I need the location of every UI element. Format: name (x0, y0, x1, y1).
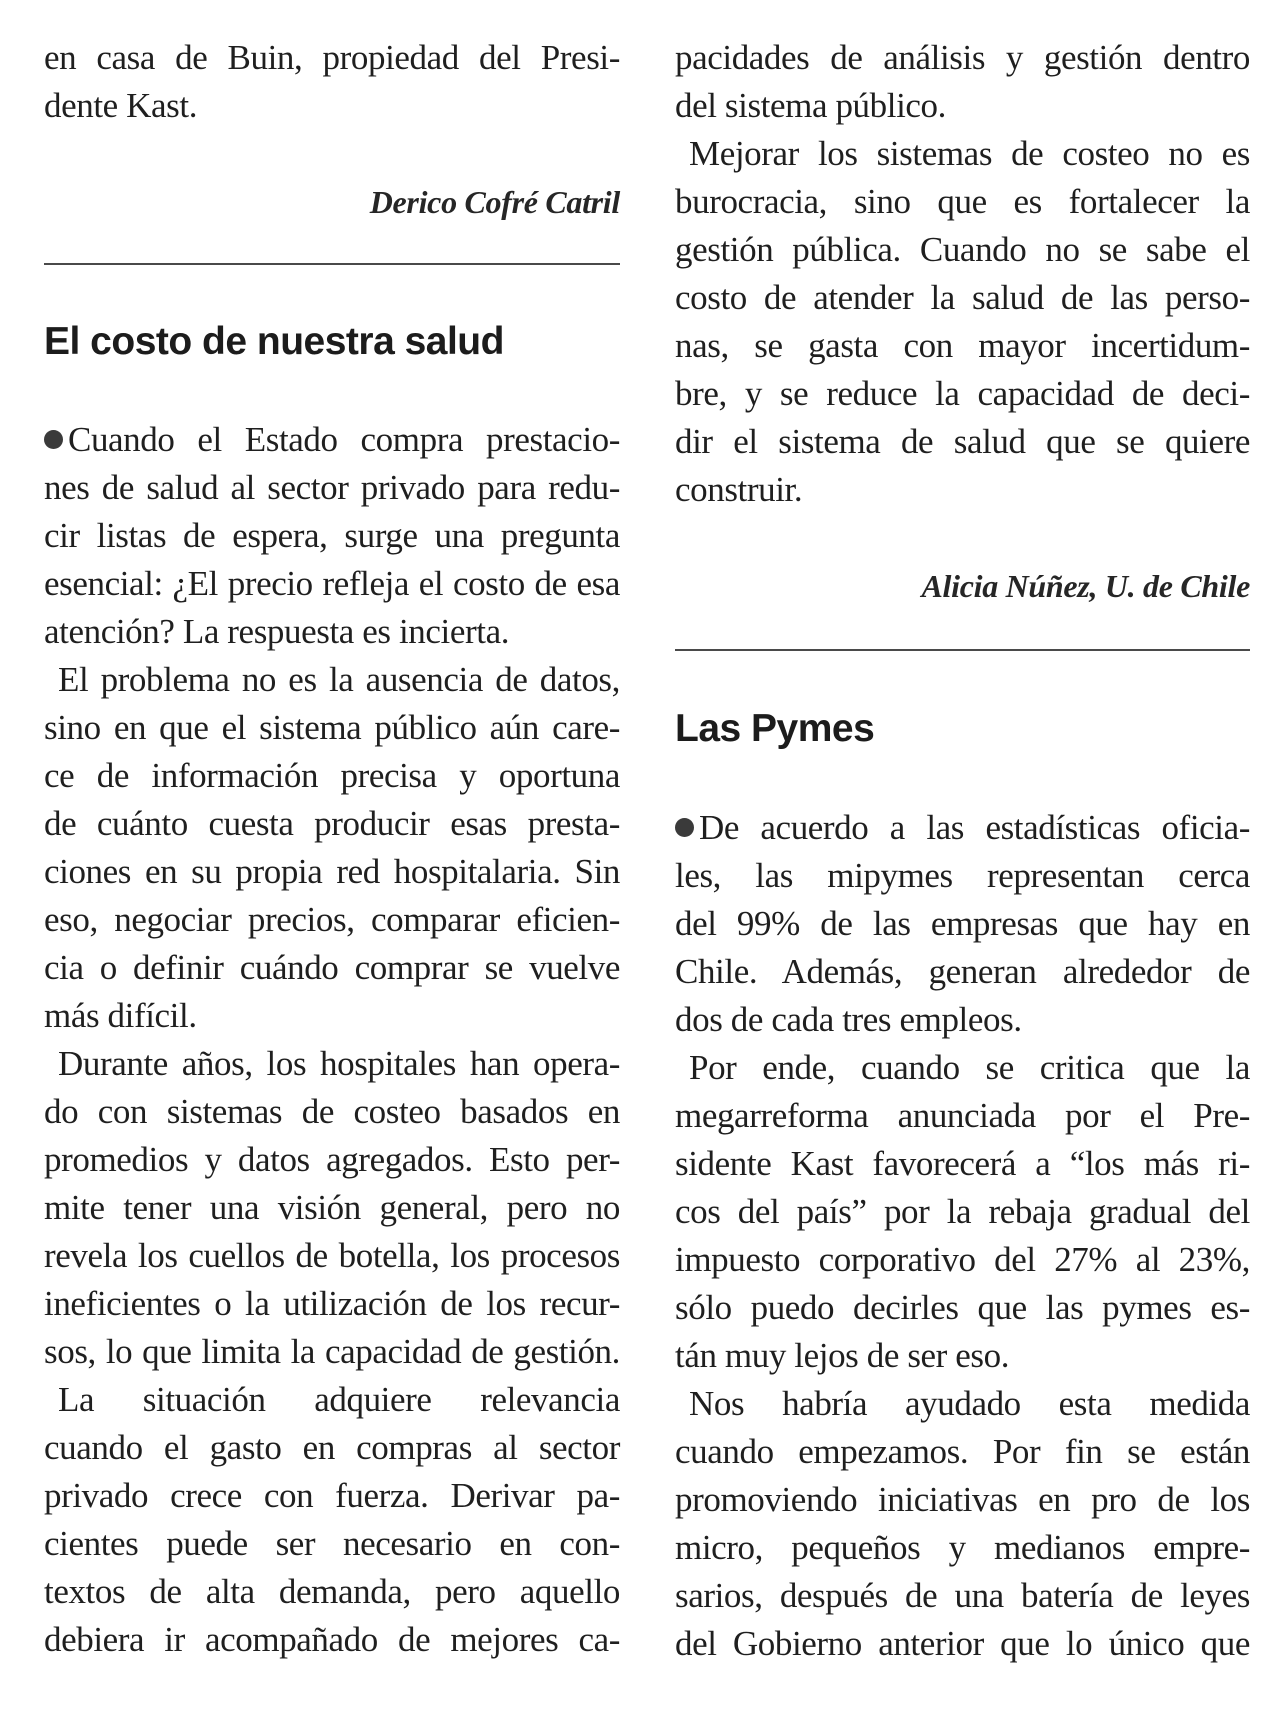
paragraph (675, 804, 1250, 1044)
text-line: cir listas de espera, surge una pregunta (44, 516, 620, 555)
text-line: nas, se gasta con mayor incertidum- (675, 326, 1250, 365)
text-line: privado crece con fuerza. Derivar pa- (44, 1476, 620, 1515)
text-line: megarreforma anunciada por el Pre- (675, 1096, 1250, 1135)
previous-letter-ending (44, 34, 620, 130)
text-line: tán muy lejos de ser eso. (675, 1336, 1010, 1375)
text-line: pacidades de análisis y gestión dentro (675, 38, 1250, 77)
text-line: promoviendo iniciativas en pro de los (675, 1480, 1250, 1519)
text-line: esencial: ¿El precio refleja el costo de esa (44, 564, 620, 603)
paragraph (675, 34, 1250, 130)
text-line: Mejorar los sistemas de costeo no es (689, 134, 1250, 173)
text-line: cuando el gasto en compras al sector (44, 1428, 620, 1467)
text-line: revela los cuellos de botella, los procesos (44, 1236, 620, 1275)
letter-headline: Las Pymes (675, 707, 875, 750)
text-line: Por ende, cuando se critica que la (689, 1048, 1250, 1087)
text-line: Chile. Además, generan alrededor de (675, 952, 1250, 991)
text-line: cos del país” por la rebaja gradual del (675, 1192, 1250, 1231)
text-line: costo de atender la salud de las perso- (675, 278, 1250, 317)
text-line: ce de información precisa y oportuna (44, 756, 620, 795)
text-line: Cuando el Estado compra prestacio- (44, 416, 620, 464)
text-line: sos, lo que limita la capacidad de gestión. (44, 1332, 620, 1371)
letter-signature: Derico Cofré Catril (369, 184, 620, 220)
text-line: ineficientes o la utilización de los recur- (44, 1284, 620, 1323)
text-line: de cuánto cuesta producir esas presta- (44, 804, 620, 843)
text-line: sidente Kast favorecerá a “los más ri- (675, 1144, 1250, 1183)
text-line: dente Kast. (44, 86, 198, 125)
bullet-icon (675, 818, 694, 837)
text-line: sarios, después de una batería de leyes (675, 1576, 1250, 1615)
text-line: dir el sistema de salud que se quiere (675, 422, 1250, 461)
text-line: sino en que el sistema público aún care- (44, 708, 620, 747)
text-line: Nos habría ayudado esta medida (689, 1384, 1250, 1423)
text-line: dos de cada tres empleos. (675, 1000, 1022, 1039)
text-line: do con sistemas de costeo basados en (44, 1092, 620, 1131)
text-line: Durante años, los hospitales han opera- (58, 1044, 620, 1083)
text-line: impuesto corporativo del 27% al 23%, (675, 1240, 1250, 1279)
text-line: nes de salud al sector privado para redu- (44, 468, 620, 507)
section-divider (44, 263, 620, 265)
text-line: mite tener una visión general, pero no (44, 1188, 620, 1227)
text-line: De acuerdo a las estadísticas oficia- (675, 804, 1250, 852)
text-line: textos de alta demanda, pero aquello (44, 1572, 620, 1611)
paragraph (44, 416, 620, 656)
text-line: del 99% de las empresas que hay en (675, 904, 1250, 943)
text-line: cientes puede ser necesario en con- (44, 1524, 620, 1563)
text-line: promedios y datos agregados. Esto per- (44, 1140, 620, 1179)
text-line: eso, negociar precios, comparar eficien- (44, 900, 620, 939)
text-line: burocracia, sino que es fortalecer la (675, 182, 1250, 221)
paragraph (675, 1380, 1250, 1668)
previous-letter-ending (675, 34, 1250, 514)
text-line: del Gobierno anterior que lo único que (675, 1624, 1250, 1663)
letter-body (675, 804, 1250, 1668)
paragraph (675, 130, 1250, 514)
text-line: debiera ir acompañado de mejores ca- (44, 1620, 620, 1659)
text-line: La situación adquiere relevancia (58, 1380, 620, 1419)
text-line: bre, y se reduce la capacidad de deci- (675, 374, 1250, 413)
paragraph (44, 1040, 620, 1376)
text-line: cuando empezamos. Por fin se están (675, 1432, 1250, 1471)
text-line: sólo puedo decirles que las pymes es- (675, 1288, 1250, 1327)
text-line: cia o definir cuándo comprar se vuelve (44, 948, 620, 987)
paragraph (44, 1376, 620, 1664)
text-line: gestión pública. Cuando no se sabe el (675, 230, 1250, 269)
text-line: les, las mipymes representan cerca (675, 856, 1250, 895)
text-line: atención? La respuesta es incierta. (44, 612, 510, 651)
section-divider (675, 649, 1250, 651)
text-line: construir. (675, 470, 803, 509)
letter-headline: El costo de nuestra salud (44, 320, 504, 363)
text-line: del sistema público. (675, 86, 946, 125)
text-line: micro, pequeños y medianos empre- (675, 1528, 1250, 1567)
text-line: más difícil. (44, 996, 197, 1035)
bullet-icon (44, 430, 63, 449)
letter-body (44, 416, 620, 1664)
letter-signature: Alicia Núñez, U. de Chile (921, 568, 1250, 604)
text-line: ciones en su propia red hospitalaria. Sin (44, 852, 620, 891)
text-line: El problema no es la ausencia de datos, (58, 660, 620, 699)
paragraph (675, 1044, 1250, 1380)
text-line: en casa de Buin, propiedad del Presi- (44, 38, 620, 77)
paragraph (44, 656, 620, 1040)
